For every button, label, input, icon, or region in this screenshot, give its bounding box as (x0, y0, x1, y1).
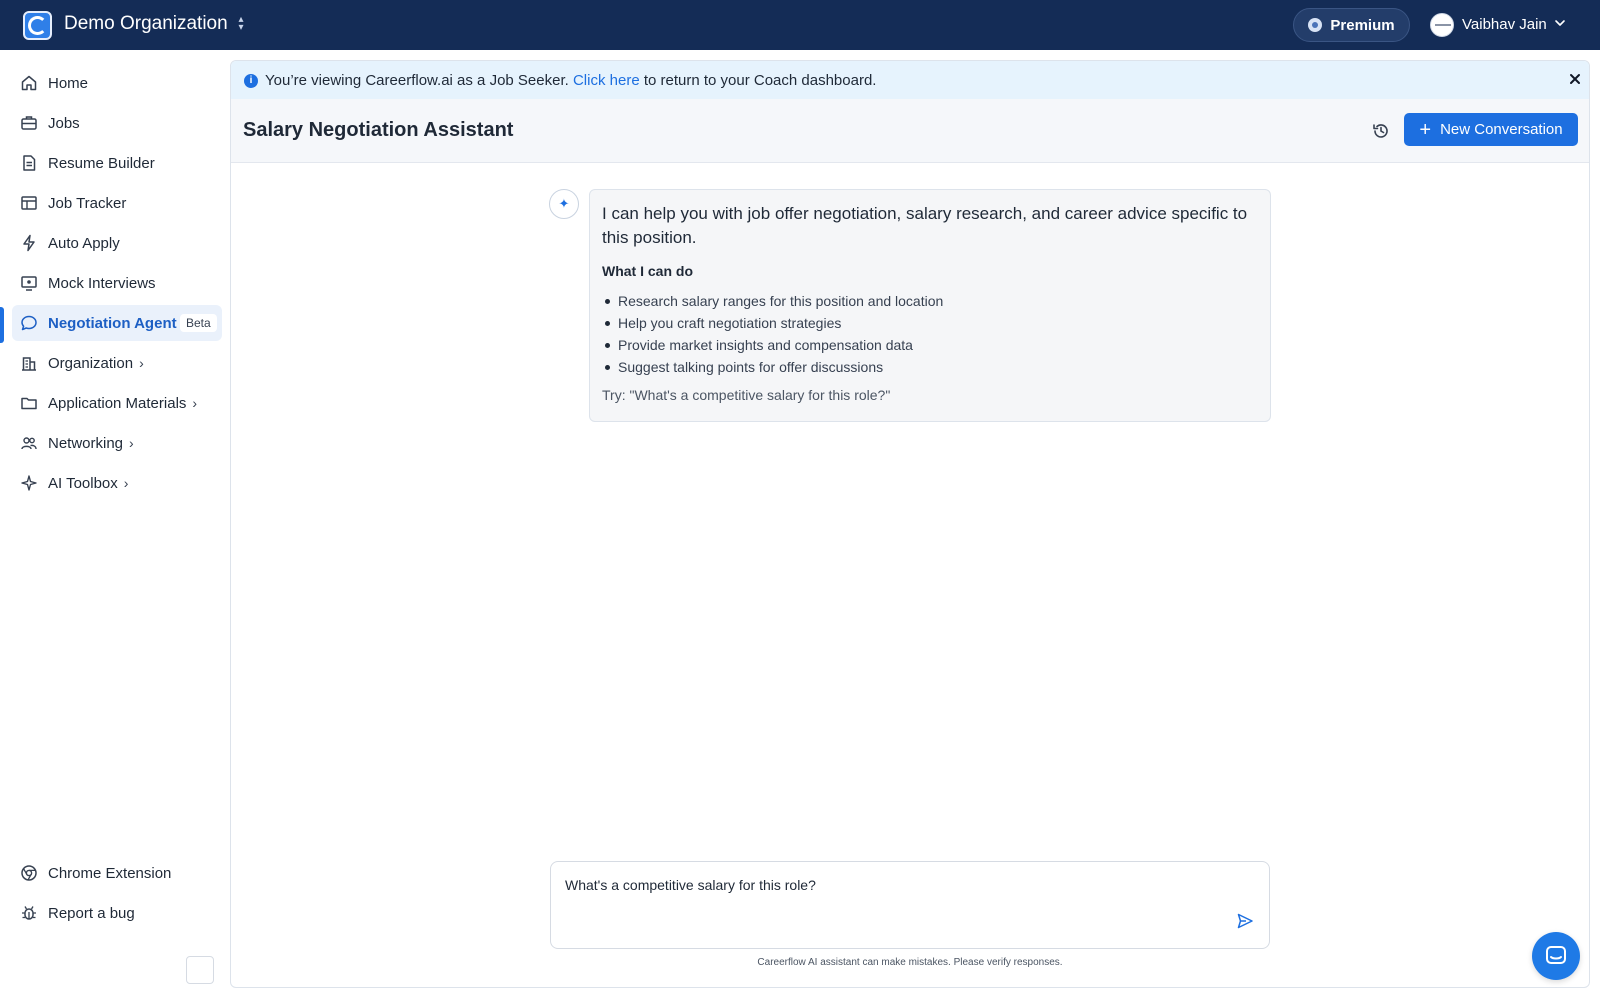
people-icon (20, 434, 38, 452)
ai-disclaimer: Careerflow AI assistant can make mistakes. Please verify responses. (757, 957, 1063, 968)
plus-icon: + (1419, 118, 1432, 141)
chat-icon (1544, 944, 1568, 968)
building-icon (20, 354, 38, 372)
sidebar-item-home[interactable] (12, 65, 222, 101)
collapse-sidebar-button[interactable] (186, 956, 214, 984)
new-conversation-label: New Conversation (1440, 121, 1563, 138)
sidebar-item-label: Application Materials › (48, 395, 198, 412)
message-composer[interactable] (550, 861, 1270, 949)
sidebar-item-label: Chrome Extension (48, 865, 172, 882)
chat-bubble-icon (20, 314, 38, 332)
assistant-avatar-icon: ✦ (549, 189, 579, 219)
premium-badge-icon (1308, 18, 1322, 32)
sidebar-item-label: Resume Builder (48, 155, 155, 172)
table-icon (20, 194, 38, 212)
support-chat-button[interactable] (1532, 932, 1580, 980)
sidebar-item-application-materials[interactable] (12, 385, 222, 421)
sidebar-item-label: AI Toolbox › (48, 475, 129, 492)
sidebar (0, 50, 230, 1000)
list-item: Suggest talking points for offer discussions (602, 356, 943, 378)
sidebar-item-label: Job Tracker (48, 195, 127, 212)
briefcase-icon (20, 114, 38, 132)
chevron-right-icon: › (139, 355, 144, 371)
assistant-message (589, 189, 1271, 422)
sidebar-item-label: Report a bug (48, 905, 135, 922)
page-title: Salary Negotiation Assistant (243, 119, 514, 141)
document-icon (20, 154, 38, 172)
suggestion-text: Try: "What's a competitive salary for this role?" (602, 387, 891, 403)
folder-icon (20, 394, 38, 412)
sidebar-item-label: Organization › (48, 355, 144, 372)
sidebar-item-label: Mock Interviews (48, 275, 156, 292)
list-item: Provide market insights and compensation data (602, 334, 943, 356)
chevron-right-icon: › (123, 475, 129, 491)
sidebar-item-job-tracker[interactable] (12, 185, 222, 221)
sidebar-item-ai-toolbox[interactable] (12, 465, 222, 501)
sidebar-item-mock-interviews[interactable] (12, 265, 222, 301)
org-switcher-chevron-icon[interactable]: ▴ ▾ (238, 14, 244, 33)
careerflow-logo-icon[interactable] (23, 11, 52, 40)
message-input[interactable] (565, 877, 1185, 893)
capability-list (602, 290, 943, 378)
banner-text: You’re viewing Careerflow.ai as a Job Seeker. Click here to return to your Coach dashboard. (265, 72, 877, 89)
organization-name[interactable]: Demo Organization (64, 13, 228, 34)
sidebar-item-chrome-extension[interactable] (12, 855, 222, 891)
sparkle-icon (20, 474, 38, 492)
chevron-down-icon[interactable] (1553, 16, 1567, 30)
return-to-coach-link[interactable]: Click here (572, 72, 640, 89)
info-icon: i (244, 74, 258, 88)
sidebar-item-auto-apply[interactable] (12, 225, 222, 261)
sidebar-item-organization[interactable] (12, 345, 222, 381)
user-avatar[interactable] (1430, 13, 1454, 37)
sidebar-item-label: Negotiation Agent (48, 315, 177, 332)
premium-label: Premium (1330, 16, 1395, 34)
new-conversation-button[interactable] (1404, 113, 1578, 146)
sidebar-item-report-bug[interactable] (12, 895, 222, 931)
home-icon (20, 74, 38, 92)
sidebar-item-label: Jobs (48, 115, 80, 132)
main-panel (230, 60, 1590, 988)
sidebar-item-negotiation-agent[interactable] (12, 305, 222, 341)
role-banner (231, 61, 1589, 99)
sidebar-item-resume-builder[interactable] (12, 145, 222, 181)
chevron-right-icon: › (129, 435, 134, 451)
list-item: Help you craft negotiation strategies (602, 312, 943, 334)
bug-icon (20, 904, 38, 922)
list-item: Research salary ranges for this position and location (602, 290, 943, 312)
active-indicator (0, 307, 4, 343)
close-icon[interactable] (1567, 71, 1583, 87)
beta-badge: Beta (180, 314, 217, 332)
sidebar-item-networking[interactable] (12, 425, 222, 461)
page-header (231, 99, 1589, 163)
history-icon[interactable] (1371, 121, 1391, 141)
monitor-icon (20, 274, 38, 292)
message-heading: What I can do (602, 263, 693, 279)
lightning-icon (20, 234, 38, 252)
sidebar-item-jobs[interactable] (12, 105, 222, 141)
premium-button[interactable] (1293, 8, 1410, 42)
send-icon[interactable] (1236, 912, 1254, 930)
sidebar-item-label: Home (48, 75, 89, 92)
sidebar-item-label: Networking › (48, 435, 134, 452)
chevron-right-icon: › (192, 395, 198, 411)
top-bar (0, 0, 1600, 50)
message-intro: I can help you with job offer negotiation, salary research, and career advice specific to this position. (602, 204, 1248, 247)
sidebar-item-label: Auto Apply (48, 235, 120, 252)
user-name[interactable]: Vaibhav Jain (1462, 16, 1547, 33)
chrome-icon (20, 864, 38, 882)
